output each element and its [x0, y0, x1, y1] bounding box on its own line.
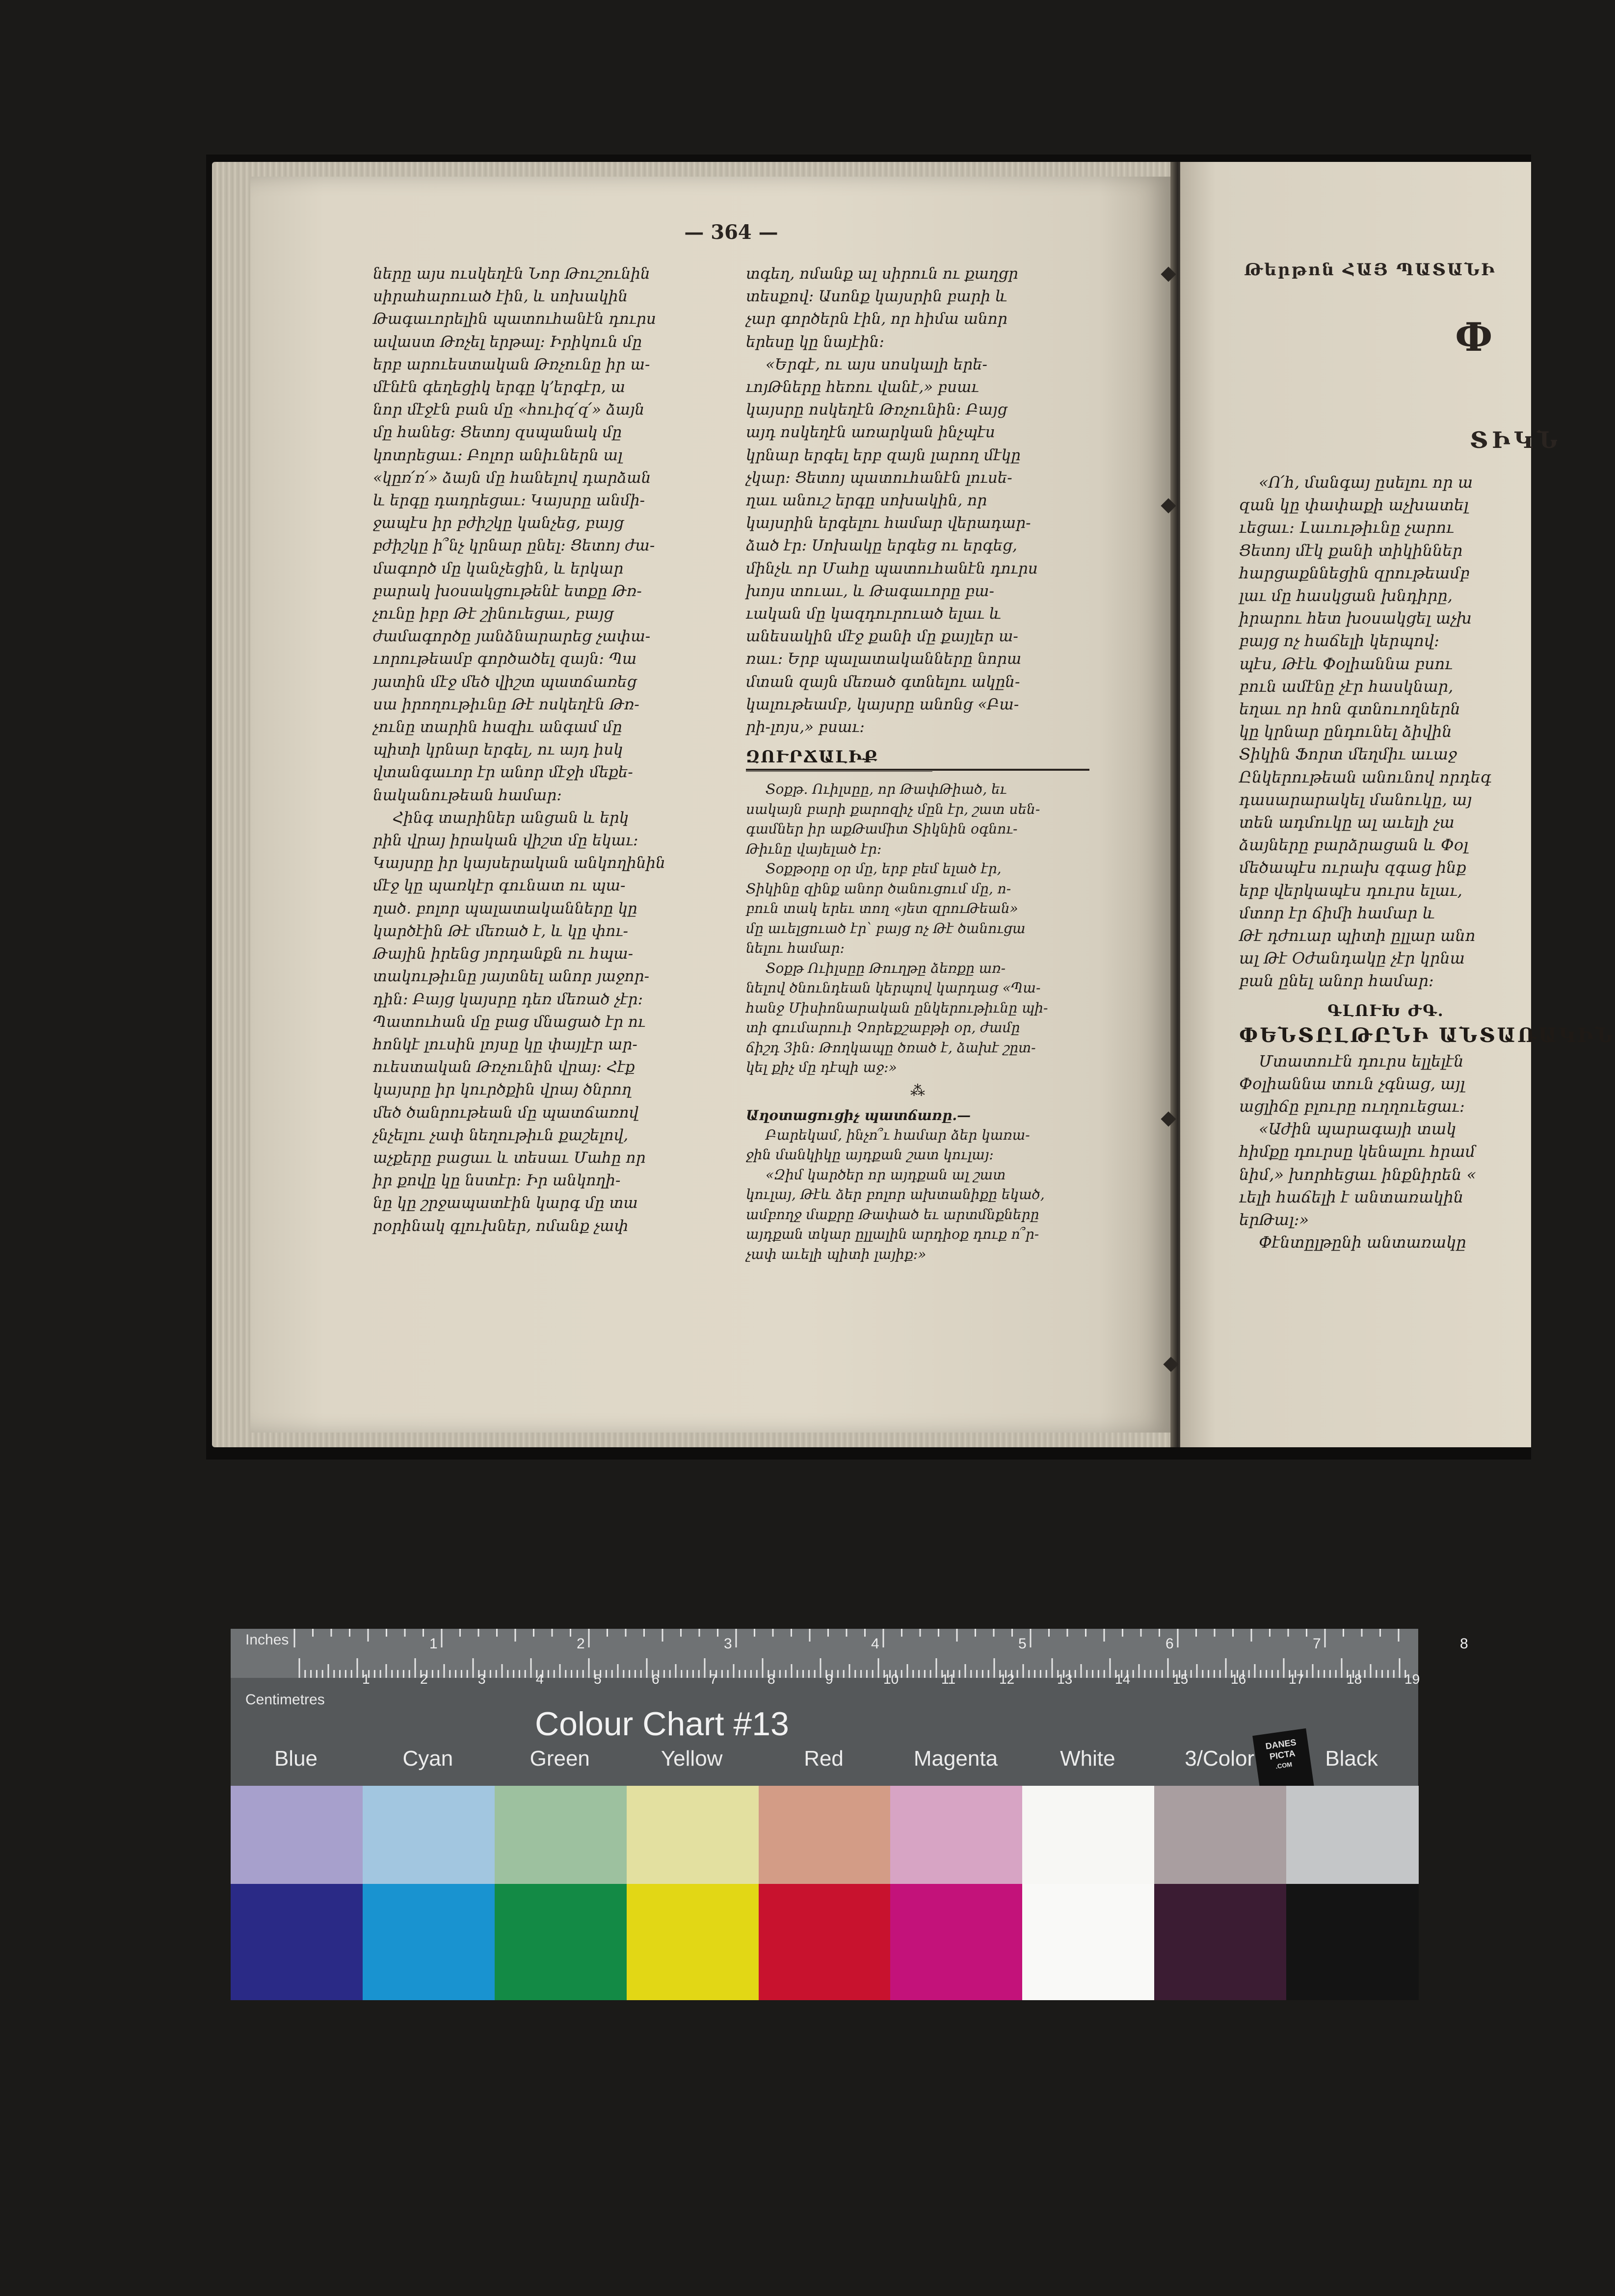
chart-title: Colour Chart #13	[535, 1705, 789, 1743]
text-line: երեսը կը նայէին։	[746, 333, 884, 351]
text-line: ւական մը կազդուրուած ելաւ և	[746, 605, 1002, 623]
text-line: Թագաւորելին պատուհանէն դուրս	[373, 310, 656, 328]
text-line: նիմ,» խորհեցաւ ինքնիրեն «	[1239, 1165, 1477, 1184]
text-line: երբ վերկապէս դուրս ելաւ,	[1239, 881, 1462, 900]
ruler-ticks	[231, 1629, 1468, 1687]
cm-number: 5	[594, 1671, 602, 1687]
swatch-light	[231, 1786, 363, 1884]
text-line: անեսակին մէջ քանի մը քայլեր ա-	[746, 627, 1018, 646]
swatch-light	[759, 1786, 891, 1884]
swatch-label: Yellow	[661, 1747, 723, 1771]
right-page-subtitle: ՏԻԿՆ	[1470, 427, 1562, 453]
text-line: կալութեամբ, կայսրը անոնց «Բա-	[746, 695, 1019, 713]
text-line: ամբողջ մաքրը Թափած եւ արտմնքները	[746, 1206, 1039, 1223]
swatch-label: Red	[804, 1747, 844, 1771]
swatch-dark	[627, 1884, 759, 2000]
text-line: տգեղ, ոմանք ալ սիրուն ու քաղցր	[746, 265, 1018, 283]
cm-number: 7	[710, 1671, 717, 1687]
cm-number: 19	[1404, 1671, 1420, 1687]
text-line: «Զիմ կարծեր որ այդքան ալ շատ	[766, 1166, 1006, 1183]
inch-number: 8	[1460, 1636, 1468, 1652]
text-line: մտոր էր ճիմի համար և	[1239, 903, 1435, 922]
cm-number: 3	[478, 1671, 486, 1687]
text-line: Հինգ տարիներ անցան և երկ	[393, 809, 629, 827]
text-line: բուն ամէնը չէր հասկնար,	[1239, 677, 1454, 696]
swatch-dark	[363, 1884, 495, 2000]
text-line: կայսրը ոսկեղէն Թռչունին։ Բայց	[746, 401, 1007, 419]
text-line: տեն ադմուկը ալ աւելի չա	[1239, 813, 1455, 832]
text-line: Մտատուէն դուրս ելլելէն	[1259, 1051, 1464, 1070]
text-line: Տիկինը զինք անոր ծանուցում մը, ո-	[746, 880, 1011, 897]
inch-number: 7	[1313, 1636, 1321, 1652]
text-line: ները այս ուսկեղէն Նոր Թուշունին	[373, 265, 650, 283]
text-line: Թիւնը վայելած էր։	[746, 840, 882, 857]
swatch-dark	[1154, 1884, 1287, 2000]
text-line: ւեցաւ։ Լաւութիւնը չարու	[1239, 518, 1454, 537]
text-line: հիմքը դուրսը կենալու հրամ	[1239, 1142, 1476, 1161]
text-line: բուն տակ երեւ տող «յետ զրուԹեան»	[746, 900, 1018, 917]
text-line: ւելի հաճելի է անտառակին	[1239, 1187, 1464, 1206]
text-line: չունը տարին հազիւ անգամ մը	[373, 718, 622, 736]
cm-number: 13	[1057, 1671, 1073, 1687]
text-line: կոտրեցաւ։ Բոլոր անիւներն ալ	[373, 446, 623, 464]
text-line: Թային իրենց յորդանքն ու հպա-	[373, 945, 634, 963]
swatch-light	[890, 1786, 1023, 1884]
text-line: պէս, Թէև Փօլիաննա բսու	[1239, 654, 1453, 673]
swatch-light	[1022, 1786, 1155, 1884]
asterism-divider: ⁂	[910, 1082, 925, 1099]
text-line: դասարարակել մանուկը, այ	[1239, 790, 1472, 809]
swatch-dark	[1022, 1884, 1155, 2000]
text-line: զան կը փափաքի աչխատել	[1239, 496, 1469, 515]
text-line: մեծ ծանրութեան մը պատճառով	[373, 1103, 639, 1122]
cm-number: 15	[1173, 1671, 1189, 1687]
text-line: աչքերը բացաւ և տեսաւ Մահը որ	[373, 1148, 646, 1167]
text-line: ւորութեամբ գործածել զայն։ Պա	[373, 650, 637, 668]
text-line: ժամագործը յանձնարարեց չափա-	[373, 627, 651, 646]
text-line: նը կը շրջապատէին կարգ մը տա	[373, 1194, 638, 1212]
text-line: հարցաքննեցին զրութեամբ	[1239, 563, 1470, 582]
cm-number: 17	[1289, 1671, 1304, 1687]
swatch-dark	[890, 1884, 1023, 2000]
swatch-light	[363, 1786, 495, 1884]
text-line: երբ արուեստական Թռչունը իր ա-	[373, 355, 650, 373]
text-line: ղաւ անուշ երգը սոխակին, որ	[746, 492, 987, 510]
text-line: ալ Թէ Օժանդակը չէր կրնա	[1239, 949, 1465, 968]
danes-picta-logo: DANES PICTA .COM	[1252, 1728, 1314, 1794]
text-line: լաւ մը հասկցան խնդիրը,	[1239, 586, 1453, 605]
swatch-label: Magenta	[913, 1747, 998, 1771]
centimetres-label: Centimetres	[245, 1692, 325, 1708]
swatch-label: White	[1060, 1747, 1115, 1771]
text-line: սակայն բարի քարոզիչ մըն էր, շատ սեն-	[746, 801, 1040, 817]
swatch-label: Blue	[274, 1747, 318, 1771]
text-line: ձած էր։ Սոխակը երգեց ու երգեց,	[746, 537, 1017, 555]
inch-number: 1	[429, 1636, 438, 1652]
swatch-label: Cyan	[402, 1747, 453, 1771]
inch-number: 6	[1165, 1636, 1174, 1652]
text-line: չունը իբր Թէ շինուեցաւ, բայց	[373, 605, 614, 623]
section-title: ԶՈՒՐՃԱԼԻՔ	[746, 747, 932, 772]
chapter-title: ՓԵՆՏԸԼԹԸՆԻ ԱՆՏԱՌԱԿԻՆ	[1239, 1023, 1615, 1047]
text-line: Ցետոյ մէկ քանի տիկիններ	[1239, 541, 1463, 560]
text-line: կայսրը իր կուրծքին վրայ ծնրող	[373, 1081, 632, 1099]
cm-number: 14	[1115, 1671, 1131, 1687]
swatch-label: 3/Color	[1185, 1747, 1255, 1771]
text-line: Տօքթ Ուիլսըը Թուղթը ձեռքը առ-	[766, 960, 1006, 976]
text-line: «Ո՛հ, մանգայ ըսելու որ ա	[1259, 473, 1473, 492]
text-line: Տօքթ. Ուիլսըը, որ ԹափԹիած, եւ	[766, 781, 1007, 798]
text-line: ուեստական Թռչունին վրայ։ Հէք	[373, 1058, 635, 1076]
text-line: երԹալ։»	[1239, 1210, 1309, 1229]
text-line: եղաւ որ հոն գտնուողներն	[1239, 700, 1460, 719]
text-line: րի-լոյս,» բսաւ։	[746, 718, 865, 736]
text-line: մէջ կը պառկէր գունատ ու պա-	[373, 877, 626, 895]
text-line: ավաստ Թռչել երթալ։ Իրիկուն մը	[373, 333, 642, 351]
cm-number: 16	[1231, 1671, 1246, 1687]
text-line: «Աժին պարագայի տակ	[1259, 1120, 1456, 1139]
text-line: կել քիչ մը դէպի աջ։»	[746, 1059, 897, 1076]
text-line: Փէնտըլթընի անտառակը	[1259, 1233, 1466, 1252]
right-page-column	[1239, 471, 1615, 1254]
colour-chart	[231, 1629, 1468, 2000]
joke-subheading: Աղօտացուցիչ պատճառը.—	[746, 1107, 971, 1123]
text-line: բայց ոչ հաճելի կերպով։	[1239, 631, 1440, 651]
text-line: ացլիճը բլուրը ուղղուեցաւ։	[1239, 1097, 1465, 1116]
text-line: դին։ Բայց կայսրը դեռ մեռած չէր։	[373, 990, 643, 1008]
middle-column	[746, 262, 1089, 1264]
swatch-dark	[495, 1884, 627, 2000]
text-line: ջապէս իր բժիշկը կանչեց, բայց	[373, 514, 624, 532]
swatch-dark	[759, 1884, 891, 2000]
text-line: սա իրողութիւնը Թէ ոսկեղէն Թռ-	[373, 695, 639, 713]
inches-label: Inches	[245, 1632, 289, 1648]
text-line: Փօլիաննա տուն չգնաց, այլ	[1239, 1074, 1465, 1093]
cm-number: 2	[420, 1671, 428, 1687]
swatch-labels	[231, 1747, 1418, 1776]
text-line: ւոյԹները հեռու վանէ,» բսաւ	[746, 378, 979, 396]
text-line: վտանգաւոր էր անոր մէջի մեքե-	[373, 763, 633, 782]
text-line: բարակ խօսակցութենէ ետքը Թռ-	[373, 582, 642, 600]
text-line: խոյս տուաւ, և Թագաւորը բա-	[746, 582, 995, 600]
text-line: մինչև որ Մահը պատուհանէն դուրս	[746, 559, 1038, 577]
text-line: Թէ դժուար պիտի ըլլար անո	[1239, 926, 1476, 945]
swatch-label: Green	[530, 1747, 590, 1771]
swatch-light	[627, 1786, 759, 1884]
text-line: Պատուհան մը բաց մնացած էր ու	[373, 1013, 646, 1031]
chapter-number: ԳԼՈՒԽ ԺԳ.	[1327, 1001, 1444, 1020]
text-line: պիտի կրնար երգել, ու այդ իսկ	[373, 741, 623, 759]
text-line: կարծէին Թէ մեռած է, և կը փու-	[373, 922, 628, 940]
cm-number: 11	[941, 1671, 956, 1687]
text-line: Բարեկամ, ինչո՞ւ համար ձեր կառա-	[766, 1126, 1030, 1143]
text-line: ջին մանկիկը այդքան շատ կուլայ։	[746, 1147, 994, 1163]
text-line: կրնար երգել երբ զայն լարող մէկը	[746, 446, 1021, 464]
text-line: չար գործերն էին, որ հիմա անոր	[746, 310, 1007, 328]
text-line: իր քովը կը նստէր։ Իր անկողի-	[373, 1172, 621, 1190]
text-line: այդ ոսկեղէն առարկան ինչպէս	[746, 423, 995, 442]
colour-swatches	[231, 1786, 1418, 2000]
text-line: կը կրնար ընդունել ձիվին	[1239, 722, 1452, 741]
cm-number: 6	[652, 1671, 660, 1687]
section-rule	[746, 769, 1089, 771]
text-line: և երգը դադրեցաւ։ Կայսրը անմի-	[373, 492, 645, 510]
swatch-light	[1286, 1786, 1419, 1884]
right-page-header: Թերթոն ՀԱՅ ՊԱՏԱՆԻ	[1244, 260, 1496, 280]
text-line: տակութիւնը յայտնել անոր յաջոր-	[373, 967, 650, 986]
swatch-light	[1154, 1786, 1287, 1884]
text-line: մագործ մը կանչեցին, և երկար	[373, 559, 624, 577]
cm-number: 12	[999, 1671, 1015, 1687]
inch-number: 4	[871, 1636, 879, 1652]
text-line: րօրինակ գլուխներ, ոմանք չափ	[373, 1217, 629, 1235]
text-line: այդքան տկար ըլլալին արդիօք դուք ո՞ր-	[746, 1226, 1039, 1243]
text-line: Տիկին Ֆորտ մեղմիւ աւաջ	[1239, 745, 1457, 764]
text-line: չափ աւելի պիտի լայիք։»	[746, 1246, 927, 1262]
text-line: չկար։ Ցետոյ պատուհանէն լուսե-	[746, 469, 1012, 487]
cm-number: 4	[536, 1671, 544, 1687]
swatch-dark	[231, 1884, 363, 2000]
text-line: Տօքթօրը օր մը, երբ բեմ ելած էր,	[766, 861, 1002, 877]
text-line: իրարու հետ խօսակցել աչխ	[1239, 609, 1472, 628]
text-line: մը հանեց։ Ցետոյ զսպանակ մը	[373, 423, 622, 442]
cm-number: 9	[825, 1671, 833, 1687]
text-line: բան ընել անոր համար։	[1239, 971, 1434, 991]
swatch-dark	[1286, 1884, 1419, 2000]
inch-number: 3	[724, 1636, 732, 1652]
cm-number: 10	[883, 1671, 899, 1687]
left-column	[373, 262, 716, 1237]
text-line: «Երգէ, ու այս սոսկալի երե-	[766, 355, 988, 373]
text-line: բժիշկը ի՞նչ կրնար ընել։ Ցետոյ ժա-	[373, 537, 655, 555]
text-line: մեծապէս ուրախ զգաց ինք	[1239, 858, 1466, 877]
text-line: հանջ Միսիոնարական ընկերութիւնը պի-	[746, 999, 1048, 1016]
text-line: տի գումարուի Չորեքշաբթի օր, ժամը	[746, 1019, 1020, 1036]
swatch-light	[495, 1786, 627, 1884]
inch-number: 5	[1018, 1636, 1027, 1652]
text-line: ձայները բարձրացան և Փօլ	[1239, 835, 1468, 855]
text-line: րին վրայ իրական վիշտ մը եկաւ։	[373, 832, 638, 850]
inch-number: 2	[577, 1636, 585, 1652]
text-line: նելով ծնունդեան կերպով կարդաց «Պա-	[746, 980, 1041, 996]
text-line: «կըռ՛ռ՛» ձայն մը հանելով դարձան	[373, 469, 651, 487]
cm-number: 1	[362, 1671, 370, 1687]
text-line: մտան զայն մեռած գտնելու ակըն-	[746, 673, 1020, 691]
text-line: կայսրին երգելու համար վերադար-	[746, 514, 1031, 532]
text-line: նելու համար։	[746, 940, 845, 957]
cm-number: 8	[768, 1671, 775, 1687]
text-line: մը աւելցուած էր՝ բայց ոչ Թէ ծանուցա	[746, 920, 1026, 937]
text-line: Ընկերութեան անունով որդեգ	[1239, 767, 1491, 786]
cm-number: 18	[1347, 1671, 1362, 1687]
text-line: ճիշդ 3ին։ Թողկապը ծռած է, ձախէ շըտ-	[746, 1039, 1036, 1056]
text-line: մէնէն գեղեցիկ երգը կ՚երգէր, ա	[373, 378, 626, 396]
text-line: ղած. բոլոր պալատականները կը	[373, 899, 637, 917]
page-number: — 364 —	[684, 221, 778, 244]
text-line: Կայսրը իր կայսերական անկողինին	[373, 854, 665, 872]
text-line: գամներ իր աքԹամիտ Տիկնին օգնու-	[746, 821, 1018, 837]
text-line: տեսքով։ Ասոնք կայսրին բարի և	[746, 287, 1007, 306]
right-page	[1180, 162, 1615, 1447]
text-line: յատին մէջ մեծ վիշտ պատճառեց	[373, 673, 637, 691]
swatch-label: Black	[1325, 1747, 1378, 1771]
text-line: հոնկէ լուսին լոյսը կը փայլէր ար-	[373, 1035, 637, 1053]
text-line: նականութեան համար։	[373, 786, 562, 804]
text-line: նոր մէջէն բան մը «հուիզ՛զ՛» ձայն	[373, 401, 645, 419]
right-page-title-letter: Փ	[1455, 314, 1493, 360]
text-line: ռաւ։ Երբ պալատականները նորա	[746, 650, 1022, 668]
text-line: չնչելու չափ նեղութիւն քաշելով,	[373, 1126, 629, 1144]
text-line: կուլայ, Թէև ձեր բոլոր ախտանիքը եկած,	[746, 1186, 1045, 1203]
text-line: սիրահարուած էին, և սոխակին	[373, 287, 628, 306]
